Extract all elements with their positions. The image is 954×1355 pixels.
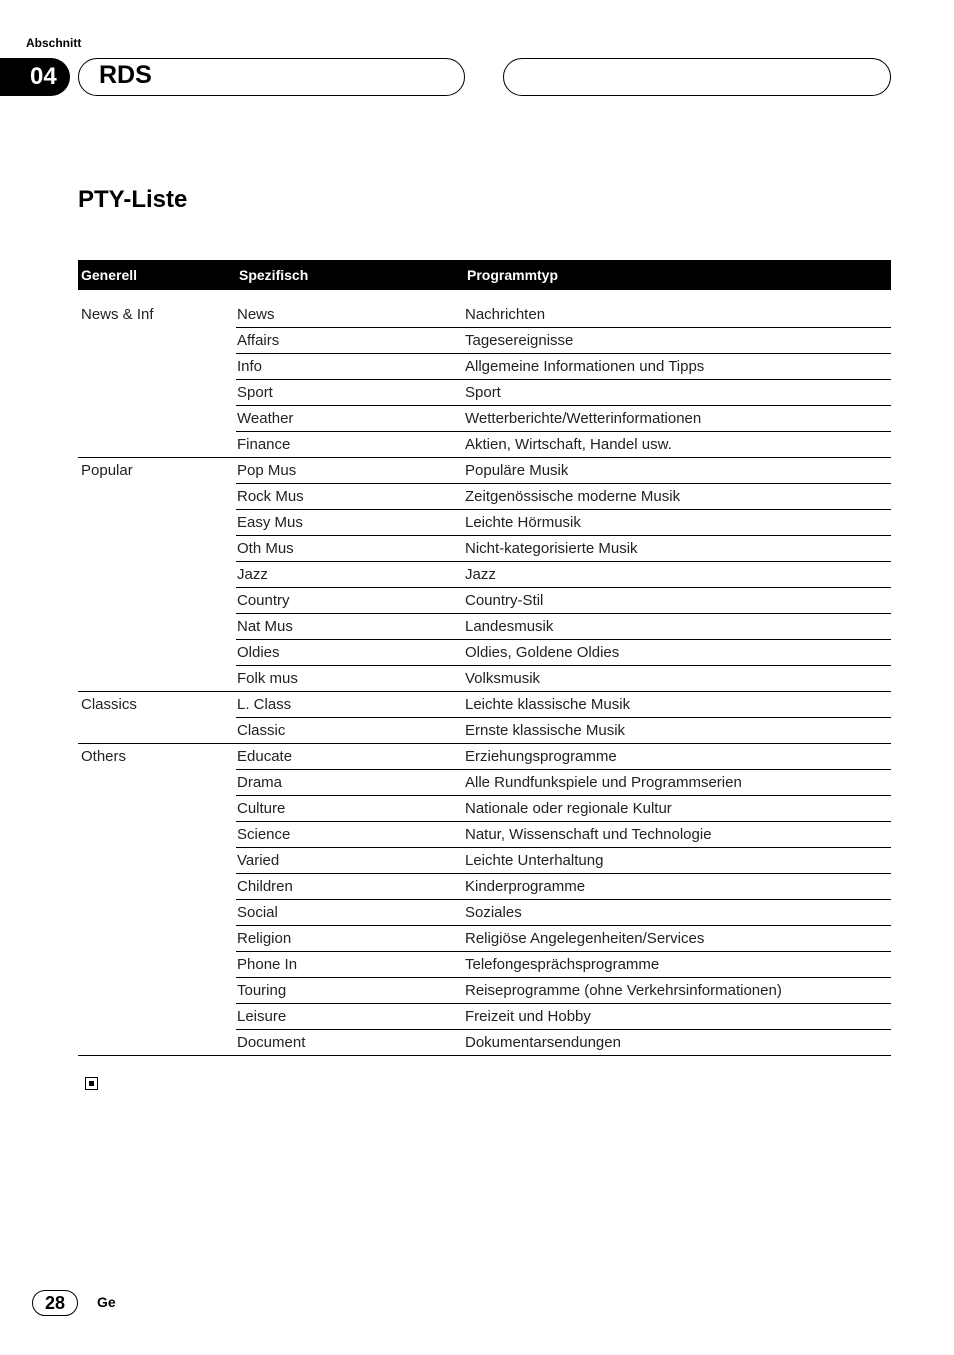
program-type-cell: Sport (464, 380, 891, 406)
table-row (78, 666, 891, 692)
table-row (78, 874, 891, 900)
table-row (78, 926, 891, 952)
table-row (78, 484, 891, 510)
program-type-cell: Dokumentarsendungen (464, 1030, 891, 1056)
pty-table (78, 260, 891, 1056)
general-category-cell (78, 562, 236, 588)
specific-cell: Nat Mus (236, 614, 464, 640)
specific-cell: Affairs (236, 328, 464, 354)
table-row (78, 1004, 891, 1030)
general-category-cell (78, 926, 236, 952)
program-type-cell: Ernste klassische Musik (464, 718, 891, 744)
general-category-cell (78, 1004, 236, 1030)
table-body (78, 290, 891, 1056)
general-category-cell (78, 874, 236, 900)
program-type-cell: Nationale oder regionale Kultur (464, 796, 891, 822)
specific-cell: Country (236, 588, 464, 614)
general-category-cell (78, 900, 236, 926)
specific-cell: Touring (236, 978, 464, 1004)
program-type-cell: Freizeit und Hobby (464, 1004, 891, 1030)
general-category-cell: News & Inf (81, 306, 154, 323)
table-row (78, 978, 891, 1004)
table-row (78, 692, 891, 718)
specific-cell: News (237, 306, 275, 323)
table-row (78, 458, 891, 484)
specific-cell: Varied (236, 848, 464, 874)
program-type-cell: Volksmusik (464, 666, 891, 692)
table-row (78, 406, 891, 432)
specific-cell: Children (236, 874, 464, 900)
general-category-cell (78, 614, 236, 640)
specific-cell: Oth Mus (236, 536, 464, 562)
program-type-cell: Zeitgenössische moderne Musik (464, 484, 891, 510)
table-row (78, 952, 891, 978)
table-row (78, 848, 891, 874)
specific-cell: Sport (236, 380, 464, 406)
general-category-cell (78, 484, 236, 510)
general-category-cell (78, 848, 236, 874)
table-row (78, 588, 891, 614)
table-row (78, 354, 891, 380)
column-header-programmtyp: Programmtyp (464, 260, 891, 290)
program-type-cell: Wetterberichte/Wetterinformationen (464, 406, 891, 432)
specific-cell: Weather (236, 406, 464, 432)
program-type-cell: Populäre Musik (464, 458, 891, 484)
specific-cell: Social (236, 900, 464, 926)
general-category-cell: Others (78, 744, 236, 770)
table-row (78, 380, 891, 406)
page-number: 28 (32, 1290, 78, 1316)
column-header-generell: Generell (78, 260, 236, 290)
section-subtitle-box (503, 58, 891, 96)
table-row (78, 640, 891, 666)
table-row (78, 900, 891, 926)
program-type-cell: Tagesereignisse (464, 328, 891, 354)
specific-cell: Info (236, 354, 464, 380)
program-type-cell: Religiöse Angelegenheiten/Services (464, 926, 891, 952)
program-type-cell: Landesmusik (464, 614, 891, 640)
general-category-cell (78, 1030, 236, 1056)
table-row (78, 614, 891, 640)
program-type-cell: Natur, Wissenschaft und Technologie (464, 822, 891, 848)
section-title: RDS (99, 61, 152, 89)
end-of-section-icon (85, 1077, 98, 1090)
table-row (78, 796, 891, 822)
section-number-tab: 04 (0, 58, 70, 96)
specific-cell: L. Class (236, 692, 464, 718)
specific-cell: Educate (236, 744, 464, 770)
general-category-cell: Popular (78, 458, 236, 484)
program-type-cell: Alle Rundfunkspiele und Programmserien (464, 770, 891, 796)
general-category-cell (78, 796, 236, 822)
specific-cell: Document (236, 1030, 464, 1056)
program-type-cell: Telefongesprächsprogramme (464, 952, 891, 978)
program-type-cell: Reiseprogramme (ohne Verkehrsinformationen) (464, 978, 891, 1004)
general-category-cell (78, 770, 236, 796)
general-category-cell: Classics (78, 692, 236, 718)
specific-cell: Phone In (236, 952, 464, 978)
program-type-cell: Allgemeine Informationen und Tipps (464, 354, 891, 380)
specific-cell: Oldies (236, 640, 464, 666)
program-type-cell: Soziales (464, 900, 891, 926)
program-type-cell: Nachrichten (465, 306, 546, 323)
table-header-row (78, 260, 891, 290)
general-category-cell (78, 510, 236, 536)
general-category-cell (78, 432, 236, 458)
specific-cell: Science (236, 822, 464, 848)
general-category-cell (78, 588, 236, 614)
program-type-cell: Nicht-kategorisierte Musik (464, 536, 891, 562)
specific-cell: Finance (236, 432, 464, 458)
table-row (78, 770, 891, 796)
table-row (78, 562, 891, 588)
program-type-cell: Leichte Unterhaltung (464, 848, 891, 874)
specific-cell: Drama (236, 770, 464, 796)
general-category-cell (78, 978, 236, 1004)
table-row (78, 510, 891, 536)
column-header-spezifisch: Spezifisch (236, 260, 464, 290)
table-row (78, 328, 891, 354)
program-type-cell: Kinderprogramme (464, 874, 891, 900)
table-row (78, 432, 891, 458)
section-label: Abschnitt (26, 36, 82, 50)
language-code: Ge (97, 1294, 116, 1310)
general-category-cell (78, 952, 236, 978)
general-category-cell (78, 718, 236, 744)
specific-cell: Jazz (236, 562, 464, 588)
section-title-box (78, 58, 465, 96)
program-type-cell: Country-Stil (464, 588, 891, 614)
table-row (78, 1030, 891, 1056)
program-type-cell: Leichte Hörmusik (464, 510, 891, 536)
specific-cell: Culture (236, 796, 464, 822)
program-type-cell: Erziehungsprogramme (464, 744, 891, 770)
program-type-cell: Aktien, Wirtschaft, Handel usw. (464, 432, 891, 458)
specific-cell: Pop Mus (236, 458, 464, 484)
specific-cell: Religion (236, 926, 464, 952)
specific-cell: Classic (236, 718, 464, 744)
table-row (78, 822, 891, 848)
table-row (78, 302, 891, 328)
general-category-cell (78, 328, 236, 354)
general-category-cell (78, 380, 236, 406)
specific-cell: Folk mus (236, 666, 464, 692)
program-type-cell: Oldies, Goldene Oldies (464, 640, 891, 666)
page-heading: PTY-Liste (78, 186, 188, 213)
specific-cell: Leisure (236, 1004, 464, 1030)
general-category-cell (78, 640, 236, 666)
general-category-cell (78, 536, 236, 562)
general-category-cell (78, 822, 236, 848)
program-type-cell: Jazz (464, 562, 891, 588)
table-row (78, 536, 891, 562)
table-row (78, 744, 891, 770)
specific-cell: Rock Mus (236, 484, 464, 510)
specific-cell: Easy Mus (236, 510, 464, 536)
general-category-cell (78, 354, 236, 380)
general-category-cell (78, 666, 236, 692)
program-type-cell: Leichte klassische Musik (464, 692, 891, 718)
general-category-cell (78, 406, 236, 432)
table-row (78, 718, 891, 744)
